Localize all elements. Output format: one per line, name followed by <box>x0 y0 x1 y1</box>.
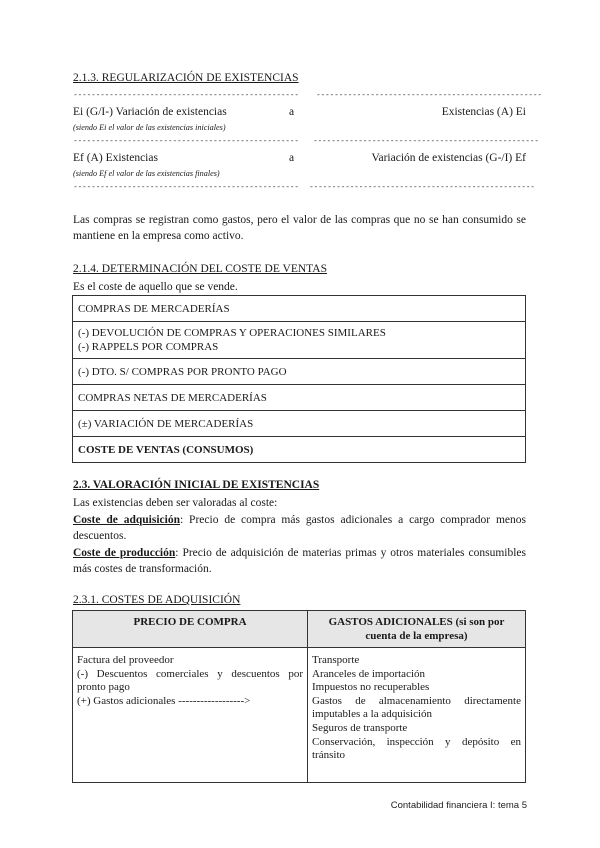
definition-coste-adquisicion: : Precio de compra más gastos adicionales a cargo comprador menos descuentos. <box>73 514 526 542</box>
cell-text: (-) DEVOLUCIÓN DE COMPRAS Y OPERACIONES SIMILARES <box>78 327 386 339</box>
dash-line: -------------------------------------------------- <box>73 136 299 145</box>
section-heading-213: 2.1.3. REGULARIZACIÓN DE EXISTENCIAS <box>73 72 299 84</box>
cell-precio-items <box>73 648 308 783</box>
list-item: Gastos de almacenamiento directamente imputables a la adquisición <box>312 694 521 721</box>
section-23-intro: Las existencias deben ser valoradas al coste: <box>73 497 278 509</box>
journal-row2-left: Ef (A) Existencias <box>73 152 158 164</box>
paragraph-coste-adquisicion <box>73 512 526 544</box>
journal-row2-right: Variación de existencias (G-/I) Ef <box>371 152 526 164</box>
table-cell <box>73 411 526 437</box>
table-row <box>73 322 526 359</box>
list-item: Factura del proveedor <box>77 654 174 666</box>
col-header-gastos: GASTOS ADICIONALES (si son por cuenta de la empresa) <box>308 611 526 648</box>
journal-row2-note: (siendo Ef el valor de las existencias finales) <box>73 169 220 178</box>
definition-coste-produccion: : Precio de adquisición de materias primas y otros materiales consumibles más costes de transformación. <box>73 547 526 575</box>
list-item: Seguros de transporte <box>312 721 408 734</box>
list-item: (-) Descuentos comerciales y descuentos por pronto pago <box>77 667 303 694</box>
section-214-intro: Es el coste de aquello que se vende. <box>73 281 238 293</box>
list-item: (+) Gastos adicionales ------------------> <box>77 694 251 707</box>
table-cell <box>73 385 526 411</box>
section-heading-231: 2.3.1. COSTES DE ADQUISICIÓN <box>73 594 241 606</box>
table-row <box>73 359 526 385</box>
term-coste-adquisicion: Coste de adquisición <box>73 514 180 526</box>
cell-text: (±) VARIACIÓN DE MERCADERÍAS <box>78 417 254 430</box>
cell-text: (-) RAPPELS POR COMPRAS <box>78 341 219 353</box>
page-footer: Contabilidad financiera I: tema 5 <box>390 800 527 811</box>
journal-row1-note: (siendo Ei el valor de las existencias iniciales) <box>73 123 226 132</box>
acquisition-costs-table <box>72 610 526 783</box>
table-header-row <box>73 611 526 648</box>
journal-row2-a: a <box>289 152 295 164</box>
list-item: Transporte <box>312 654 360 666</box>
cell-text: COMPRAS NETAS DE MERCADERÍAS <box>78 391 267 404</box>
list-item: Aranceles de importación <box>312 667 426 680</box>
table-row <box>73 648 526 783</box>
dash-line: -------------------------------------------------- <box>309 182 535 191</box>
dash-line: -------------------------------------------------- <box>73 182 299 191</box>
list-item: Conservación, inspección y depósito en tránsito <box>312 735 521 762</box>
table-cell <box>73 437 526 463</box>
table-row <box>73 437 526 463</box>
table-cell <box>73 359 526 385</box>
list-item: Impuestos no recuperables <box>312 681 430 694</box>
section-heading-214: 2.1.4. DETERMINACIÓN DEL COSTE DE VENTAS <box>73 263 327 275</box>
journal-row1-right: Existencias (A) Ei <box>441 106 526 118</box>
cell-text: (-) DTO. S/ COMPRAS POR PRONTO PAGO <box>78 365 287 378</box>
dash-line: -------------------------------------------------- <box>313 136 539 145</box>
dash-line: -------------------------------------------------- <box>73 90 299 99</box>
cell-text: COSTE DE VENTAS (CONSUMOS) <box>78 443 254 456</box>
paragraph-coste-produccion <box>73 545 526 577</box>
col-header-precio: PRECIO DE COMPRA <box>73 611 308 648</box>
section-heading-23: 2.3. VALORACIÓN INICIAL DE EXISTENCIAS <box>73 479 320 491</box>
journal-row1-a: a <box>289 106 295 118</box>
cell-gastos-items <box>308 648 526 783</box>
table-cell <box>73 322 526 359</box>
table-row <box>73 385 526 411</box>
dash-line: -------------------------------------------------- <box>316 90 542 99</box>
table-row <box>73 296 526 322</box>
paragraph-compras: Las compras se registran como gastos, pero el valor de las compras que no se han consumido se mantiene en la empresa como activo. <box>73 214 526 242</box>
cell-text: COMPRAS DE MERCADERÍAS <box>78 302 230 315</box>
cost-of-sales-table <box>72 295 526 463</box>
journal-row1-left: Ei (G/I-) Variación de existencias <box>73 106 227 118</box>
table-cell <box>73 296 526 322</box>
term-coste-produccion: Coste de producción <box>73 547 176 559</box>
table-row <box>73 411 526 437</box>
